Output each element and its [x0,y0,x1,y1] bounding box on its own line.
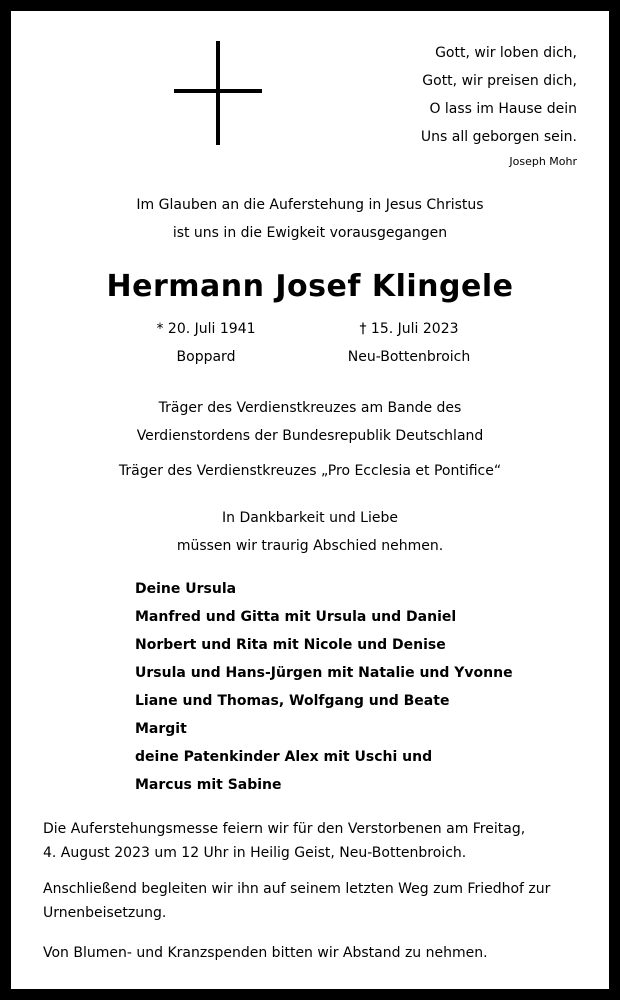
poem-author: Joseph Mohr [509,155,577,168]
mourner-item: Deine Ursula [135,581,237,597]
mourner-item: Marcus mit Sabine [135,777,282,793]
mass-announcement [43,817,577,865]
mourners-list [135,575,513,799]
faith-line: Im Glauben an die Auferstehung in Jesus Christus [136,197,484,213]
mass-line: 4. August 2023 um 12 Uhr in Heilig Geist, Neu-Bottenbroich. [43,845,467,861]
mourner-item: Norbert und Rita mit Nicole und Denise [135,637,446,653]
mourner-item: Margit [135,721,187,737]
faith-statement [11,191,609,247]
gratitude-line: In Dankbarkeit und Liebe [222,510,398,526]
mass-line: Die Auferstehungsmesse feiern wir für den Verstorbenen am Freitag, [43,821,526,837]
mourner-item: deine Patenkinder Alex mit Uschi und [135,749,433,765]
poem [421,39,577,173]
honor-line: Verdienstordens der Bundesrepublik Deutschland [136,428,484,444]
honors-order [11,394,609,450]
burial-announcement [43,877,577,925]
mourner-item: Ursula und Hans-Jürgen mit Natalie und Yvonne [135,665,513,681]
birth-info [106,315,306,371]
poem-line: Uns all geborgen sein. [420,129,577,145]
mourner-item: Liane und Thomas, Wolfgang und Beate [135,693,450,709]
honor-pro-ecclesia: Träger des Verdienstkreuzes „Pro Ecclesia et Pontifice“ [118,463,502,479]
cross-icon [174,41,262,145]
obituary-card [11,11,609,989]
death-date: † 15. Juli 2023 [359,321,459,337]
death-place: Neu-Bottenbroich [347,349,471,365]
burial-line: Urnenbeisetzung. [43,905,167,921]
birth-place: Boppard [176,349,236,365]
honor-line: Träger des Verdienstkreuzes am Bande des [158,400,462,416]
poem-line: O lass im Hause dein [429,101,577,117]
poem-line: Gott, wir loben dich, [435,45,577,61]
gratitude-line: müssen wir traurig Abschied nehmen. [176,538,444,554]
poem-line: Gott, wir preisen dich, [422,73,577,89]
birth-date: * 20. Juli 1941 [156,321,256,337]
mourner-item: Manfred und Gitta mit Ursula und Daniel [135,609,457,625]
burial-line: Anschließend begleiten wir ihn auf seinem letzten Weg zum Friedhof zur [43,881,551,897]
gratitude-text [11,504,609,560]
deceased-name: Hermann Josef Klingele [106,269,514,304]
flowers-note: Von Blumen- und Kranzspenden bitten wir Abstand zu nehmen. [43,945,488,961]
faith-line: ist uns in die Ewigkeit vorausgegangen [172,225,448,241]
death-info [309,315,509,371]
